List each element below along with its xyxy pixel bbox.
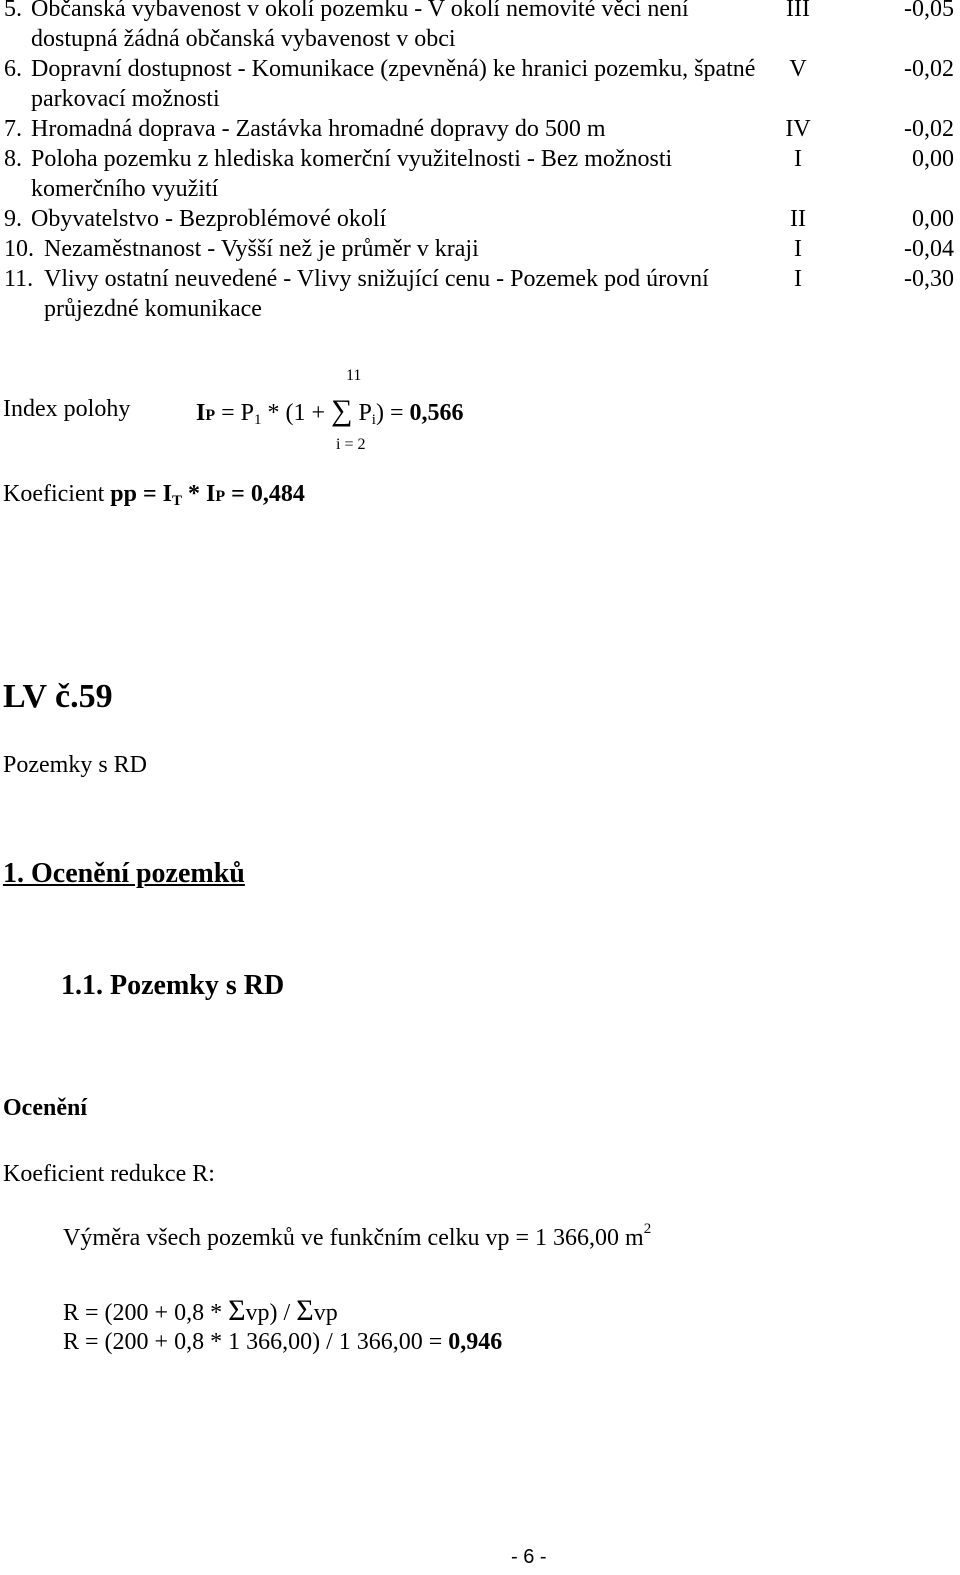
factor-description: Vlivy ostatní neuvedené - Vlivy snižující cenu - Pozemek pod úrovní průjezdné komunikace bbox=[44, 266, 709, 322]
formula-part: R = (200 + 0,8 * bbox=[63, 1300, 229, 1326]
area-unit-superscript: 2 bbox=[643, 1221, 652, 1237]
sum-symbol: Σ bbox=[296, 1294, 314, 1327]
index-polohy-result: 0,566 bbox=[409, 400, 464, 426]
factor-number: 7. bbox=[4, 116, 22, 142]
reduction-result: 0,946 bbox=[448, 1329, 503, 1355]
factor-description: Občanská vybavenost v okolí pozemku - V okolí nemovité věci není dostupná žádná občanská vybavenost v obci bbox=[31, 0, 689, 52]
factor-value: -0,05 bbox=[904, 0, 954, 22]
factor-number: 6. bbox=[4, 56, 22, 82]
lv-subtitle: Pozemky s RD bbox=[3, 752, 147, 778]
factor-class: I bbox=[794, 236, 802, 262]
factor-class: I bbox=[794, 266, 802, 292]
formula-part: P bbox=[352, 400, 372, 426]
factor-value: -0,02 bbox=[904, 116, 954, 142]
formula-subscript: i bbox=[371, 412, 376, 428]
factor-description: Hromadná doprava - Zastávka hromadné dopravy do 500 m bbox=[31, 116, 606, 142]
computation-text: R = (200 + 0,8 * 1 366,00) / 1 366,00 = bbox=[63, 1329, 449, 1355]
factor-value: 0,00 bbox=[912, 206, 954, 232]
sum-lower-limit: i = 2 bbox=[336, 436, 366, 453]
factor-number: 5. bbox=[4, 0, 22, 22]
formula-subscript: P bbox=[215, 488, 226, 505]
factor-description: Dopravní dostupnost - Komunikace (zpevněná) ke hranici pozemku, špatné parkovací možnosti bbox=[31, 56, 756, 112]
area-text: Výměra všech pozemků ve funkčním celku vp = 1 366,00 m bbox=[63, 1225, 644, 1251]
lv-title: LV č.59 bbox=[3, 678, 113, 715]
reduction-formula bbox=[63, 1296, 338, 1327]
factor-class: I bbox=[794, 146, 802, 172]
factor-row bbox=[4, 204, 960, 234]
factor-class: V bbox=[789, 56, 807, 82]
factor-description: Nezaměstnanost - Vyšší než je průměr v kraji bbox=[44, 236, 479, 262]
factor-row bbox=[4, 234, 960, 264]
factor-number: 9. bbox=[4, 206, 22, 232]
formula-part: * (1 + bbox=[261, 400, 332, 426]
factor-row bbox=[4, 144, 960, 204]
koeficient-result: = 0,484 bbox=[225, 481, 305, 507]
factor-description: Obyvatelstvo - Bezproblémové okolí bbox=[31, 206, 387, 232]
page-number: - 6 - bbox=[511, 1546, 547, 1568]
section-heading: 1. Ocenění pozemků bbox=[3, 858, 245, 889]
formula-subscript: T bbox=[172, 493, 183, 509]
factor-row bbox=[4, 264, 960, 324]
factor-value: 0,00 bbox=[912, 146, 954, 172]
factor-value: -0,30 bbox=[904, 266, 954, 292]
factor-number: 11. bbox=[4, 266, 34, 292]
koeficient-pp-line bbox=[3, 481, 305, 510]
factor-class: II bbox=[790, 206, 806, 232]
subsection-heading: 1.1. Pozemky s RD bbox=[61, 970, 285, 1001]
formula-part: = P bbox=[215, 400, 255, 426]
factor-value: -0,02 bbox=[904, 56, 954, 82]
factor-row bbox=[4, 54, 960, 114]
koeficient-formula: * I bbox=[182, 481, 216, 507]
factor-number: 8. bbox=[4, 146, 22, 172]
sum-symbol: Σ bbox=[228, 1294, 246, 1327]
sum-upper-limit: 11 bbox=[346, 367, 362, 384]
area-line bbox=[63, 1221, 651, 1252]
formula-part: vp bbox=[313, 1300, 338, 1326]
oceneni-label: Ocenění bbox=[3, 1095, 87, 1121]
index-polohy-label: Index polohy bbox=[3, 396, 131, 422]
location-factors-table bbox=[4, 0, 960, 324]
sum-symbol: ∑ bbox=[331, 394, 353, 427]
ip-symbol: I bbox=[196, 400, 206, 426]
formula-subscript: 1 bbox=[254, 412, 262, 428]
index-polohy-formula bbox=[196, 396, 464, 429]
formula-part: vp) / bbox=[245, 1300, 297, 1326]
factor-row bbox=[4, 114, 960, 144]
ip-subscript: P bbox=[205, 407, 216, 424]
reduction-coefficient-label: Koeficient redukce R: bbox=[3, 1161, 215, 1187]
factor-class: IV bbox=[785, 116, 811, 142]
reduction-computation bbox=[63, 1329, 502, 1356]
factor-class: III bbox=[786, 0, 810, 22]
factor-value: -0,04 bbox=[904, 236, 954, 262]
formula-part: ) = bbox=[375, 400, 410, 426]
koeficient-formula: pp = I bbox=[110, 481, 173, 507]
factor-row bbox=[4, 0, 960, 54]
factor-description: Poloha pozemku z hlediska komerční využitelnosti - Bez možnosti komerčního využití bbox=[31, 146, 673, 202]
factor-number: 10. bbox=[4, 236, 34, 262]
koeficient-label: Koeficient bbox=[3, 481, 111, 507]
